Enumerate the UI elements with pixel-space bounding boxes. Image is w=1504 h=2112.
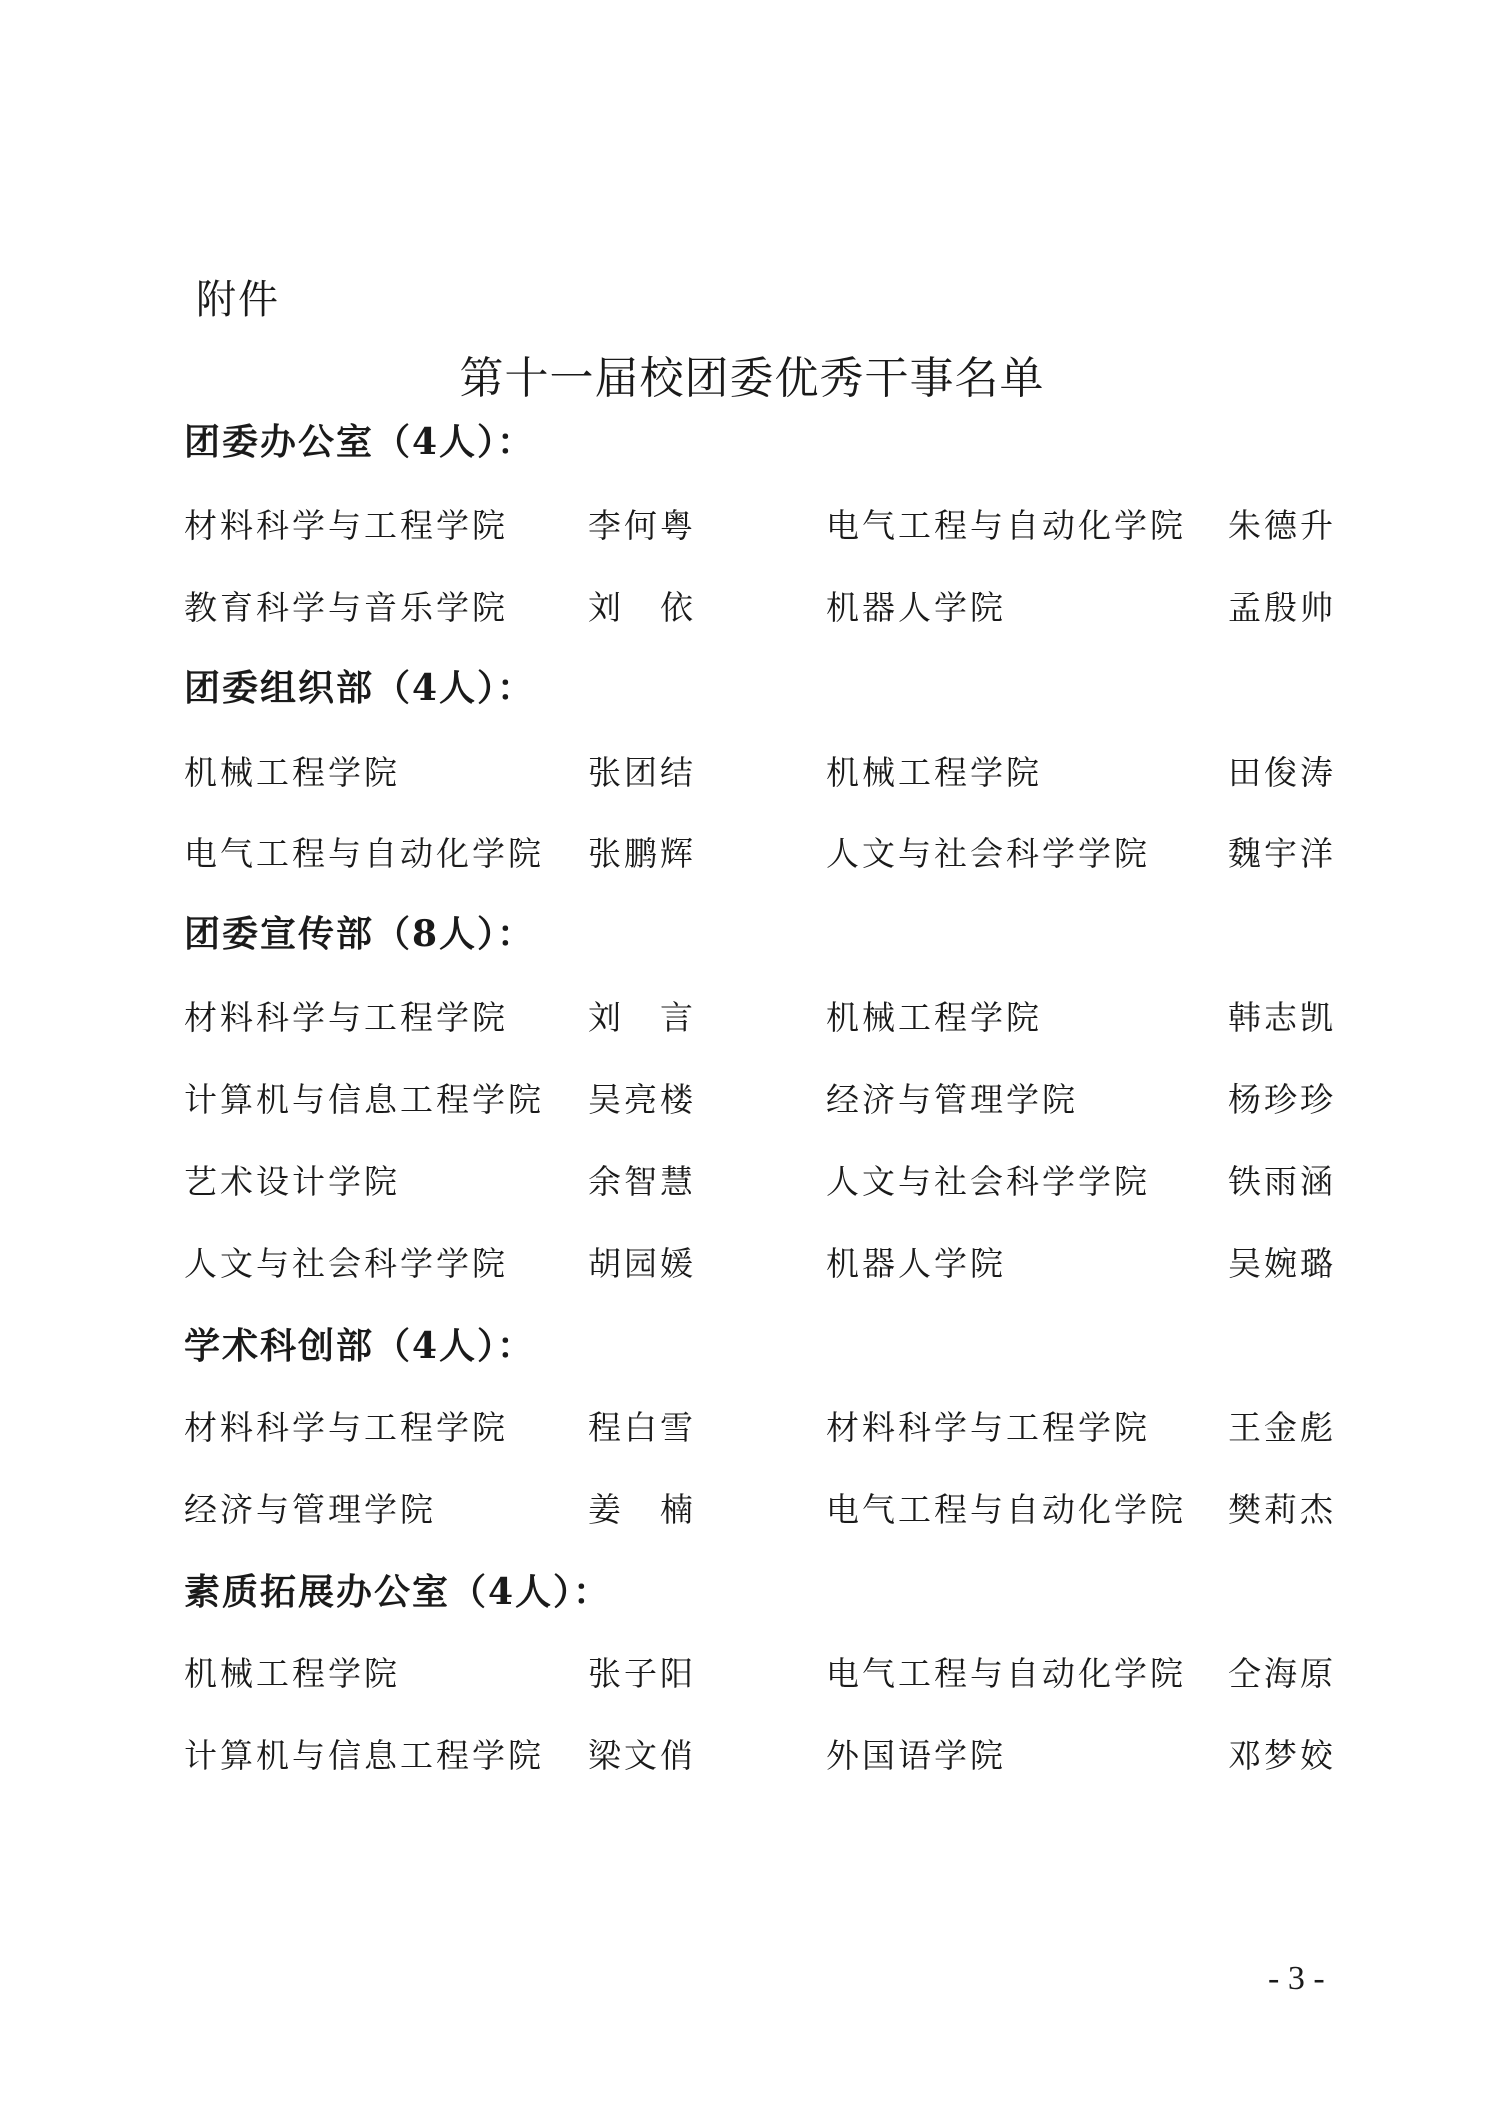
member-name: 朱德升 (1228, 506, 1336, 545)
college-name: 材料科学与工程学院 (184, 998, 508, 1037)
college-name: 电气工程与自动化学院 (826, 1490, 1186, 1529)
member-name: 余智慧 (588, 1162, 696, 1201)
member-name: 程白雪 (588, 1408, 696, 1447)
member-name: 胡园媛 (588, 1244, 696, 1283)
member-name: 田俊涛 (1228, 753, 1336, 792)
dept-heading-innovation: 学术科创部（4人）： (184, 1325, 536, 1367)
college-name: 材料科学与工程学院 (826, 1408, 1150, 1447)
list-row (0, 1402, 1504, 1452)
member-name: 刘 言 (588, 998, 696, 1037)
college-name: 艺术设计学院 (184, 1162, 400, 1201)
member-name: 邓梦姣 (1228, 1736, 1336, 1775)
list-row (0, 1238, 1504, 1288)
member-name: 樊莉杰 (1228, 1490, 1336, 1529)
member-name: 张鹏辉 (588, 834, 696, 873)
page-number: - 3 - (1268, 1960, 1325, 1997)
college-name: 机械工程学院 (826, 998, 1042, 1037)
member-name: 刘 依 (588, 588, 696, 627)
college-name: 机械工程学院 (184, 1654, 400, 1693)
member-name: 吴亮楼 (588, 1080, 696, 1119)
member-name: 吴婉璐 (1228, 1244, 1336, 1283)
college-name: 机械工程学院 (184, 753, 400, 792)
list-row (0, 747, 1504, 797)
college-name: 机器人学院 (826, 1244, 1006, 1283)
list-row (0, 1730, 1504, 1780)
member-name: 杨珍珍 (1228, 1080, 1336, 1119)
college-name: 外国语学院 (826, 1736, 1006, 1775)
member-name: 姜 楠 (588, 1490, 696, 1529)
college-name: 机械工程学院 (826, 753, 1042, 792)
member-name: 孟殷帅 (1228, 588, 1336, 627)
member-name: 魏宇洋 (1228, 834, 1336, 873)
college-name: 经济与管理学院 (184, 1490, 436, 1529)
college-name: 人文与社会科学学院 (826, 1162, 1150, 1201)
dept-heading-publicity: 团委宣传部（8人）： (184, 913, 536, 955)
college-name: 材料科学与工程学院 (184, 1408, 508, 1447)
dept-heading-quality-development: 素质拓展办公室（4人）： (184, 1571, 612, 1613)
page-title: 第十一届校团委优秀干事名单 (459, 353, 1045, 404)
college-name: 电气工程与自动化学院 (184, 834, 544, 873)
dept-heading-organization: 团委组织部（4人）： (184, 667, 536, 709)
member-name: 韩志凯 (1228, 998, 1336, 1037)
dept-heading-office: 团委办公室（4人）： (184, 421, 536, 463)
college-name: 经济与管理学院 (826, 1080, 1078, 1119)
list-row (0, 1648, 1504, 1698)
member-name: 李何粤 (588, 506, 696, 545)
college-name: 机器人学院 (826, 588, 1006, 627)
list-row (0, 582, 1504, 632)
college-name: 计算机与信息工程学院 (184, 1736, 544, 1775)
college-name: 计算机与信息工程学院 (184, 1080, 544, 1119)
college-name: 材料科学与工程学院 (184, 506, 508, 545)
member-name: 王金彪 (1228, 1408, 1336, 1447)
college-name: 电气工程与自动化学院 (826, 1654, 1186, 1693)
list-row (0, 500, 1504, 550)
member-name: 张子阳 (588, 1654, 696, 1693)
attachment-label: 附件 (196, 277, 280, 323)
college-name: 教育科学与音乐学院 (184, 588, 508, 627)
member-name: 梁文俏 (588, 1736, 696, 1775)
list-row (0, 992, 1504, 1042)
list-row (0, 1074, 1504, 1124)
member-name: 铁雨涵 (1228, 1162, 1336, 1201)
list-row (0, 828, 1504, 878)
college-name: 人文与社会科学学院 (826, 834, 1150, 873)
college-name: 电气工程与自动化学院 (826, 506, 1186, 545)
list-row (0, 1156, 1504, 1206)
list-row (0, 1484, 1504, 1534)
member-name: 张团结 (588, 753, 696, 792)
member-name: 仝海原 (1228, 1654, 1336, 1693)
college-name: 人文与社会科学学院 (184, 1244, 508, 1283)
